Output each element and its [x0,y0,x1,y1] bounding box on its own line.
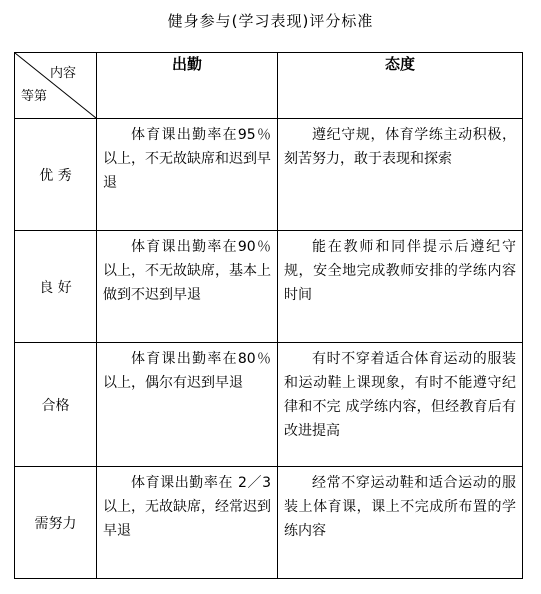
table-row [15,119,523,231]
attitude-text: 经常不穿运动鞋和适合运动的服装上体育课，课上不完成所布置的学练内容 [284,475,516,539]
grade-level-cell: 需努力 [15,467,97,579]
attendance-cell [97,119,278,231]
attitude-text: 能在教师和同伴提示后遵纪守规，安全地完成教师安排的学练内容时间 [284,239,516,303]
attendance-text: 体育课出勤率在80％以上，偶尔有迟到早退 [103,351,271,391]
attitude-cell [278,119,523,231]
attendance-text: 体育课出勤率在90％以上，不无故缺席，基本上做到不迟到早退 [103,239,271,303]
diagonal-header-cell [15,53,97,119]
grade-level-cell: 合格 [15,343,97,467]
grading-standard-table [14,52,523,579]
table-row [15,343,523,467]
header-attitude: 态度 [278,53,523,119]
attitude-text: 遵纪守规，体育学练主动积极，刻苦努力，敢于表现和探索 [284,127,516,167]
header-attendance: 出勤 [97,53,278,119]
attitude-cell [278,467,523,579]
attitude-cell [278,231,523,343]
attendance-text: 体育课出勤率在95％以上，不无故缺席和迟到早退 [103,127,271,191]
document-title: 健身参与(学习表现)评分标准 [167,12,374,30]
attendance-cell [97,231,278,343]
corner-label-grade: 等第 [21,89,48,104]
grade-level-cell: 优 秀 [15,119,97,231]
attendance-cell [97,467,278,579]
table-header-row [15,53,523,119]
attitude-text: 有时不穿着适合体育运动的服装和运动鞋上课现象，有时不能遵守纪律和不完 成学练内容，但经教育后有改进提高 [284,351,516,439]
table-row [15,467,523,579]
grade-level-cell: 良 好 [15,231,97,343]
attendance-text: 体育课出勤率在 2／3 以上，无故缺席，经常迟到早退 [103,475,271,539]
table-row [15,231,523,343]
attitude-cell [278,343,523,467]
corner-label-content: 内容 [49,66,76,81]
attendance-cell [97,343,278,467]
